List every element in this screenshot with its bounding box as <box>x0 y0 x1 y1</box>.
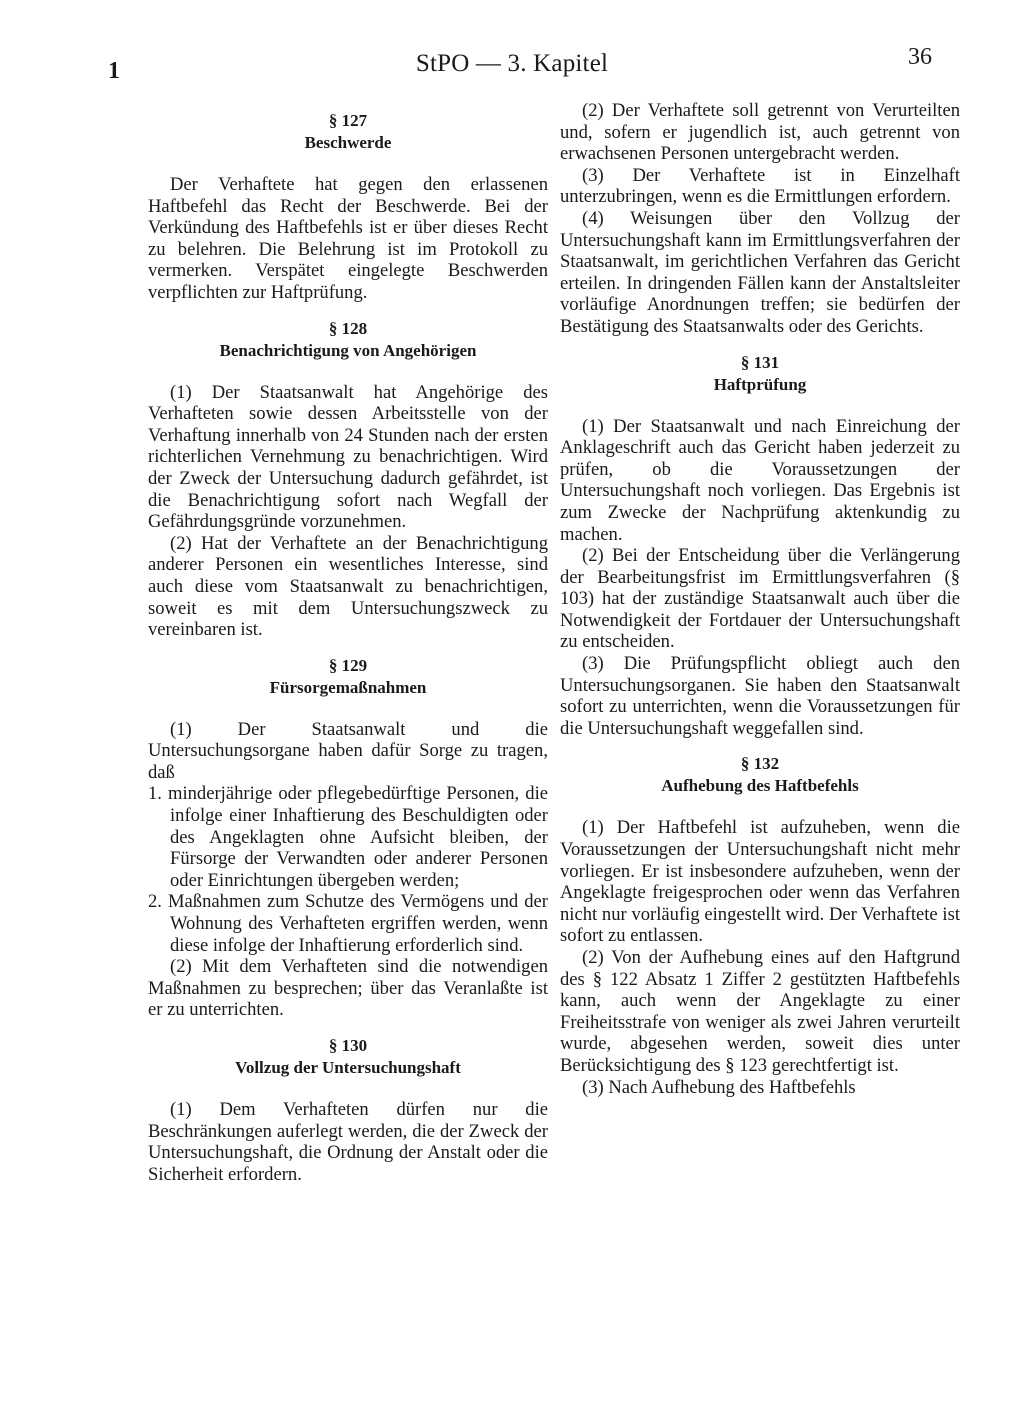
paragraph: (1) Der Staatsanwalt und nach Einreichung der Anklageschrift auch das Gericht haben jederzeit zu prüfen, ob die Voraussetzungen der Untersuchungshaft noch vorliegen. Das Ergebnis ist zum Zwecke der Nachprüfung aktenkundig zu machen. <box>560 415 960 545</box>
paragraph: (1) Der Staatsanwalt und die Untersuchungsorgane haben dafür Sorge zu tragen, daß <box>148 718 548 783</box>
section-128 <box>148 318 548 641</box>
paragraph: Der Verhaftete hat gegen den erlassenen Haftbefehl das Recht der Beschwerde. Bei der Verkündung des Haftbefehls ist er über dieses Recht zu belehren. Die Belehrung ist im Protokoll zu vermerken. Verspätet eingelegte Beschwerden verpflichten zur Haftprüfung. <box>148 174 548 303</box>
list-item: 1. minderjährige oder pflegebedürftige Personen, die infolge einer Inhaftierung des Beschuldigten oder des Angeklagten ohne Aufsicht bleiben, der Fürsorge der Verwandten oder anderer Personen oder Einrichtungen übergeben werden; <box>148 783 548 891</box>
section-number: § 131 <box>740 352 780 372</box>
list-item: 2. Maßnahmen zum Schutze des Vermögens und der Wohnung des Verhafteten ergriffen werden, wenn diese infolge der Inhaftierung erforderlich sind. <box>148 891 548 956</box>
paragraph: (4) Weisungen über den Vollzug der Untersuchungshaft kann im Ermittlungsverfahren der Staatsanwalt, im gerichtlichen Verfahren das Gericht erteilen. In dringenden Fällen kann der Anstaltsleiter vorläufige Anordnungen treffen; sie bedürfen der Bestätigung des Staatsanwalts oder des Gerichts. <box>560 207 960 337</box>
section-131 <box>560 352 960 740</box>
section-title: Haftprüfung <box>713 374 807 394</box>
section-title: Beschwerde <box>304 133 392 152</box>
paragraph: (1) Der Haftbefehl ist aufzuheben, wenn die Voraussetzungen der Untersuchungshaft nicht mehr vorliegen. Er ist insbesondere aufzuheben, wenn der Angeklagte freigesprochen oder wenn das Verfahren nicht nur vorläufig eingestellt wird. Der Verhaftete ist sofort zu entlassen. <box>560 817 960 947</box>
paragraph: (1) Dem Verhafteten dürfen nur die Beschränkungen auferlegt werden, die der Zweck der Untersuchungshaft, die Ordnung der Anstalt oder die Sicherheit erfordern. <box>148 1099 548 1185</box>
paragraph: (2) Mit dem Verhafteten sind die notwendigen Maßnahmen zu besprechen; über das Veranlaßte ist er zu unterrichten. <box>148 956 548 1021</box>
paragraph: (2) Bei der Entscheidung über die Verlängerung der Bearbeitungsfrist im Ermittlungsverfahren (§ 103) hat der zuständige Staatsanwalt auch über die Notwendigkeit der Fortdauer der Untersuchungshaft zu entscheiden. <box>560 545 960 653</box>
section-title: Fürsorgemaßnahmen <box>269 677 427 697</box>
section-132 <box>560 753 960 1098</box>
section-number: § 128 <box>328 318 368 338</box>
paragraph: (1) Der Staatsanwalt hat Angehörige des Verhafteten sowie dessen Arbeitsstelle von der Verhaftung innerhalb von 24 Stunden nach der ersten richterlichen Vernehmung zu benachrichtigen. Wird der Zweck der Untersuchung dadurch gefährdet, ist die Benachrichtigung sofort nach Wegfall der Gefährdungsgründe vorzunehmen. <box>148 381 548 533</box>
section-130 <box>148 1035 548 1185</box>
margin-number: 1 <box>108 58 120 84</box>
left-column <box>148 100 548 1185</box>
paragraph: (3) Die Prüfungspflicht obliegt auch den Untersuchungsorganen. Sie haben den Staatsanwalt sofort zu unterrichten, wenn die Voraussetzungen für die Untersuchungshaft weggefallen sind. <box>560 653 960 739</box>
paragraph: (2) Von der Aufhebung eines auf den Haftgrund des § 122 Absatz 1 Ziffer 2 gestützten Haftbefehls kann, auch wenn der Angeklagte zu einer Freiheitsstrafe von weniger als zwei Jahren verurteilt wurde, abgesehen werden, soweit dies unter Berücksichtigung des § 123 gerechtfertigt ist. <box>560 947 960 1076</box>
section-number: § 129 <box>328 655 368 675</box>
section-number: § 132 <box>740 754 780 774</box>
section-title: Vollzug der Untersuchungshaft <box>235 1058 461 1077</box>
page-number: 36 <box>908 44 932 70</box>
running-title: StPO — 3. Kapitel <box>415 50 609 77</box>
paragraph: (2) Hat der Verhaftete an der Benachrichtigung anderer Personen ein wesentliches Interesse, sind auch diese vom Staatsanwalt zu benachrichtigen, soweit es mit dem Untersuchungszweck zu vereinbaren ist. <box>148 532 548 641</box>
paragraph: (2) Der Verhaftete soll getrennt von Verurteilten und, sofern er jugendlich ist, auch getrennt von erwachsenen Personen untergebracht werden. <box>560 100 960 165</box>
section-number: § 127 <box>328 111 368 130</box>
paragraph: (3) Der Verhaftete ist in Einzelhaft unterzubringen, wenn es die Ermittlungen erfordern. <box>560 164 960 208</box>
section-number: § 130 <box>328 1036 368 1055</box>
right-column <box>560 100 960 1098</box>
section-127 <box>148 110 548 304</box>
section-title: Aufhebung des Haftbefehls <box>661 776 859 796</box>
page-header <box>0 44 1024 84</box>
section-129 <box>148 655 548 1021</box>
section-130-continued <box>560 100 960 338</box>
section-title: Benachrichtigung von Angehörigen <box>219 340 477 360</box>
paragraph: (3) Nach Aufhebung des Haftbefehls <box>582 1076 856 1098</box>
